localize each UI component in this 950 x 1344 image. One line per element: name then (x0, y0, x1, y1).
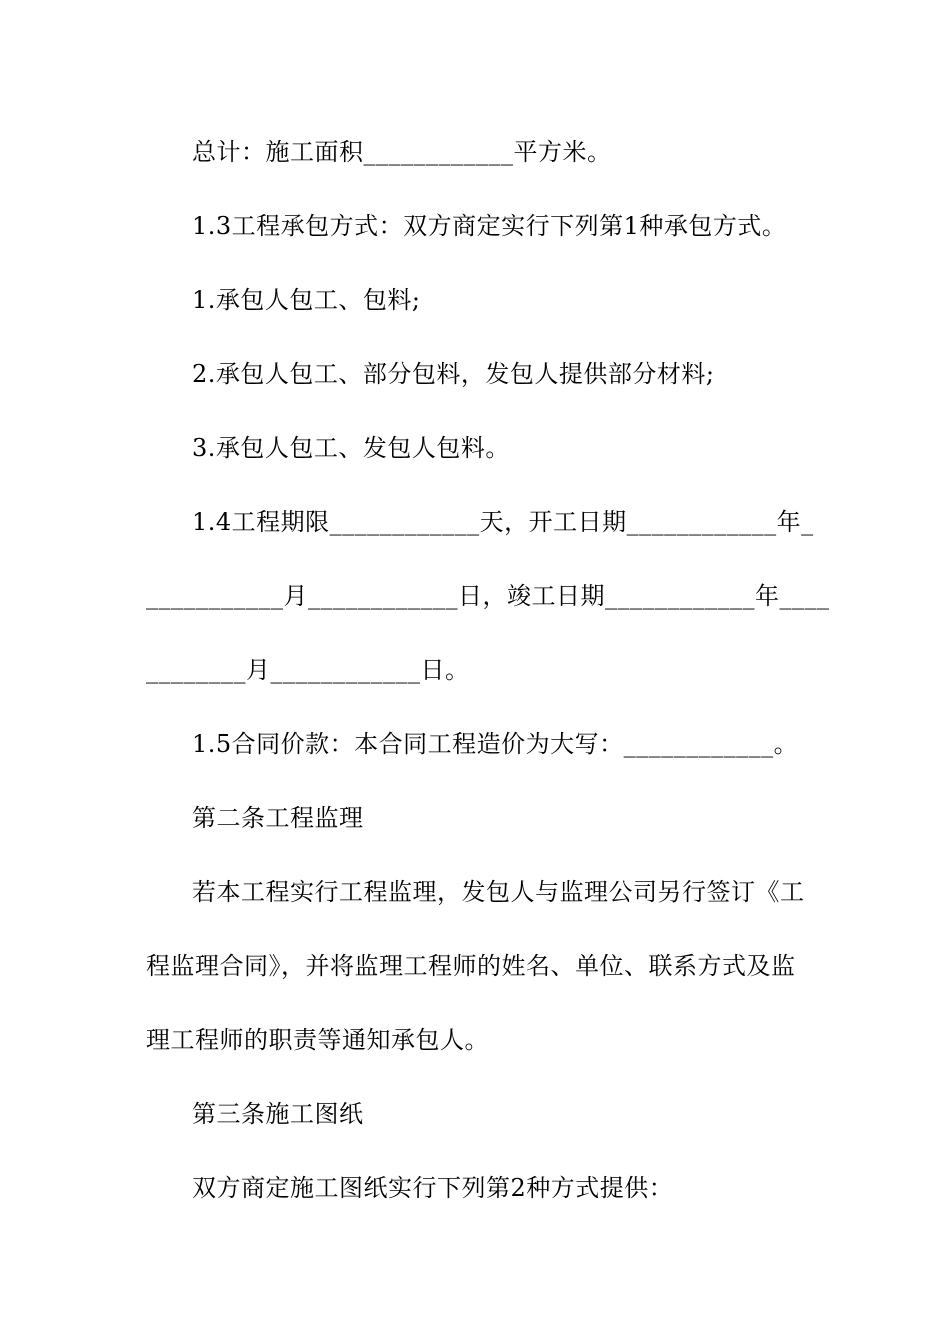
contract-price-line: 1.5合同价款：本合同工程造价为大写：____________。 (192, 730, 799, 758)
project-period-line-1: 1.4工程期限____________天，开工日期____________年_ (192, 508, 814, 536)
project-period-line-3: ________月____________日。 (146, 656, 470, 684)
method-option-1: 1.承包人包工、包料; (192, 286, 421, 314)
article-3-heading: 第三条施工图纸 (192, 1100, 364, 1128)
supervision-paragraph-line-1: 若本工程实行工程监理，发包人与监理公司另行签订《工 (192, 878, 805, 906)
supervision-paragraph-line-2: 程监理合同》，并将监理工程师的姓名、单位、联系方式及监 (146, 952, 796, 980)
method-option-3: 3.承包人包工、发包人包料。 (192, 434, 510, 462)
method-option-2: 2.承包人包工、部分包料，发包人提供部分材料; (192, 360, 715, 388)
supervision-paragraph-line-3: 理工程师的职责等通知承包人。 (146, 1026, 489, 1054)
contract-method-heading: 1.3工程承包方式：双方商定实行下列第1种承包方式。 (192, 212, 787, 240)
article-2-heading: 第二条工程监理 (192, 804, 364, 832)
project-period-line-2: ___________月____________日，竣工日期____________年____ (146, 582, 830, 610)
drawings-method-line: 双方商定施工图纸实行下列第2种方式提供： (192, 1174, 674, 1202)
total-area-line: 总计：施工面积____________平方米。 (192, 138, 612, 166)
